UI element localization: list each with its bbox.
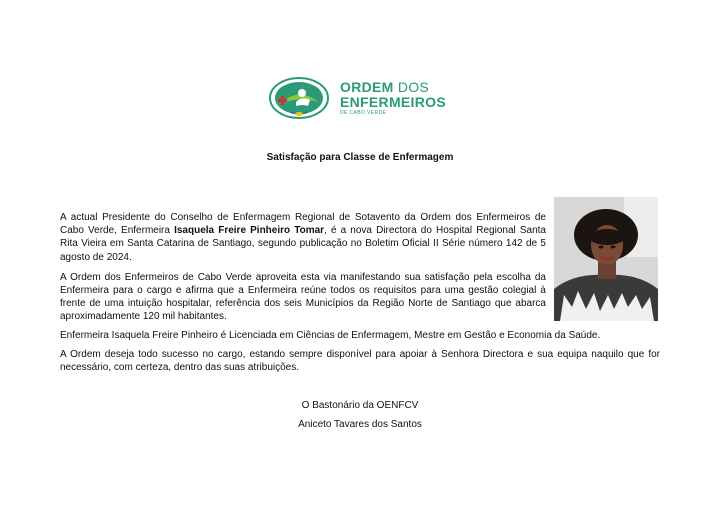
logo-word-enfermeiros: ENFERMEIROS xyxy=(340,94,446,110)
logo-word-ordem: ORDEM xyxy=(340,79,394,95)
portrait-photo xyxy=(554,197,658,321)
logo-word-dos: DOS xyxy=(397,79,430,95)
article-body xyxy=(60,211,546,331)
paragraph-3: Enfermeira Isaquela Freire Pinheiro é Licenciada em Ciências de Enfermagem, Mestre em Gestão e Economia da Saúde. xyxy=(60,330,601,341)
organization-logo xyxy=(268,76,446,120)
paragraph-4: A Ordem deseja todo sucesso no cargo, estando sempre disponível para apoiar à Senhora Directora e sua equipa naquilo que for necessário, com certeza, dentro das suas atribuições. xyxy=(60,349,660,374)
nurse-name: Isaquela Freire Pinheiro Tomar xyxy=(174,225,325,237)
logo-wordmark xyxy=(340,80,446,116)
paragraph-2: A Ordem dos Enfermeiros de Cabo Verde aproveita esta via manifestando sua satisfação pela escolha da Enfermeira para o cargo e afirma que a Enfermeira reúne todos os requisitos para uma gestão colegial à frente de uma intuição hospitalar, referência dos seis Municípios da Região Norte de Santiago que abarca aproximadamente 120 mil habitantes. xyxy=(60,271,546,323)
logo-subtitle: DE CABO VERDE xyxy=(340,110,387,116)
nursing-order-emblem-icon xyxy=(268,76,330,120)
document-title: Satisfação para Classe de Enfermagem xyxy=(266,152,454,163)
signature-role: O Bastonário da OENFCV xyxy=(301,400,419,411)
paragraph-1: A actual Presidente do Conselho de Enfermagem Regional de Sotavento da Ordem dos Enfermeiros de Cabo Verde, Enfermeira Isaquela Freire Pinheiro Tomar, é a nova Directora do Hospital Regional Santa Rita Vieira em Santa Catarina de Santiago, segundo publicação no Boletim Oficial II Série número 142 de 5 agosto de 2024. xyxy=(60,212,546,263)
portrait-image xyxy=(554,197,658,321)
signature-name: Aniceto Tavares dos Santos xyxy=(298,419,422,430)
